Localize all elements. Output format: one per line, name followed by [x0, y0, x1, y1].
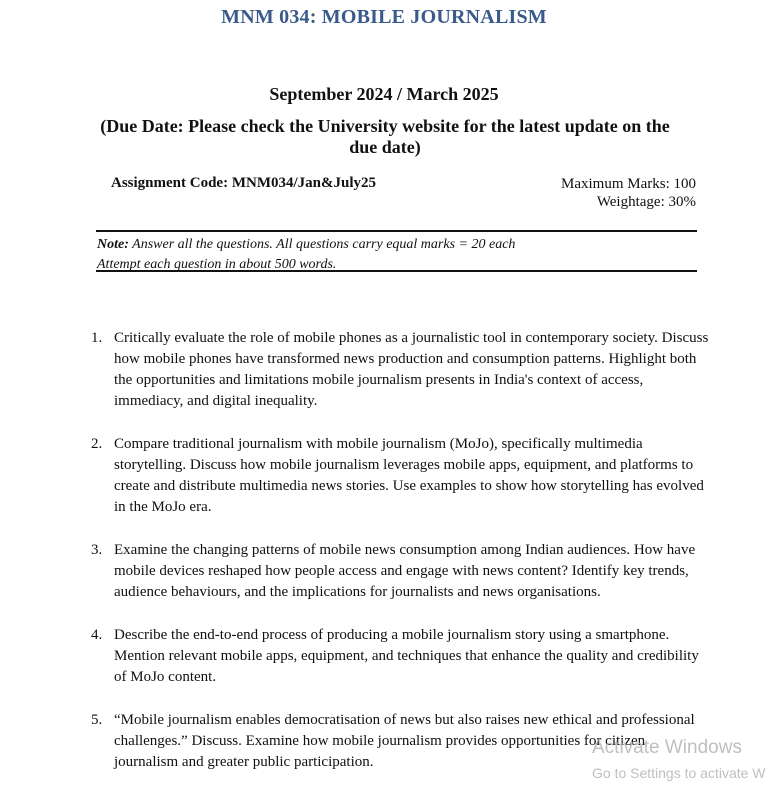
question-number: 4. — [91, 627, 103, 643]
question-text: Compare traditional journalism with mobile journalism (MoJo), specifically multimedia storytelling. Discuss how mobile journalism leverages mobile apps, equipment, and platforms to create and distribute multimedia news stories. Use examples to show how storytelling has evolved in the MoJo era. — [114, 436, 704, 515]
question-item — [87, 710, 712, 773]
question-item — [87, 434, 712, 518]
question-item — [87, 328, 712, 412]
question-item — [87, 625, 712, 688]
note-line-1 — [97, 235, 697, 255]
watermark-title: Activate Windows — [592, 737, 742, 758]
question-text: Examine the changing patterns of mobile news consumption among Indian audiences. How have mobile devices reshaped how people access and engage with news content? Identify key trends, audience behaviours, and the implications for journalists and news organisations. — [114, 542, 696, 600]
course-title: MNM 034: MOBILE JOURNALISM — [221, 6, 547, 28]
assignment-code: Assignment Code: MNM034/Jan&July25 — [111, 175, 376, 191]
question-number: 1. — [91, 330, 103, 346]
question-text: “Mobile journalism enables democratisation of news but also raises new ethical and professional challenges.” Discuss. Examine how mobile journalism provides opportunities for citizen journalism and greater public participation. — [114, 712, 695, 770]
question-number: 2. — [91, 436, 103, 452]
question-item — [87, 540, 712, 603]
weightage: Weightage: 30% — [596, 194, 696, 210]
due-date-notice: (Due Date: Please check the University website for the latest update on the due date) — [100, 116, 670, 157]
marks-block — [561, 175, 696, 211]
note-box — [96, 230, 697, 272]
maximum-marks: Maximum Marks: 100 — [561, 176, 696, 192]
question-number: 3. — [91, 542, 103, 558]
watermark-subtitle: Go to Settings to activate W — [592, 765, 766, 781]
question-text: Describe the end-to-end process of producing a mobile journalism story using a smartphone. Mention relevant mobile apps, equipment, and techniques that enhance the quality and credibility of MoJo content. — [114, 627, 699, 685]
note-line-2: Attempt each question in about 500 words. — [97, 257, 337, 272]
question-number: 5. — [91, 712, 103, 728]
note-label: Note: — [97, 237, 129, 252]
note-text: Answer all the questions. All questions carry equal marks = 20 each — [132, 237, 516, 252]
question-list — [87, 328, 712, 795]
question-text: Critically evaluate the role of mobile phones as a journalistic tool in contemporary society. Discuss how mobile phones have transformed news production and consumption patterns. Highlight both the opportunities and limitations mobile journalism presents in India's context of access, immediacy, and digital inequality. — [114, 330, 709, 409]
session-heading: September 2024 / March 2025 — [269, 84, 499, 104]
